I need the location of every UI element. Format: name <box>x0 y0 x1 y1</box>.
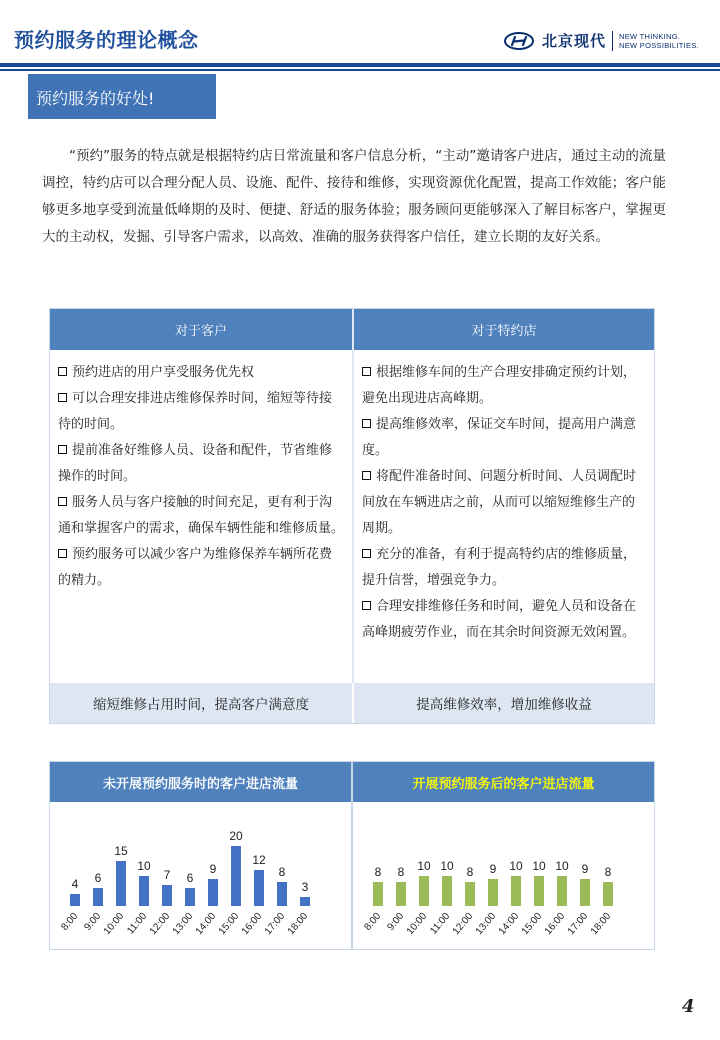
bar-18:00 <box>603 882 613 906</box>
logo-text-cn: 北京现代 <box>542 32 607 50</box>
x-tick-label: 9:00 <box>82 910 104 933</box>
x-tick-label: 17:00 <box>262 910 288 938</box>
checkbox-bullet-icon <box>362 549 371 558</box>
intro-paragraph: “预约”服务的特点就是根据特约店日常流量和客户信息分析，“主动”邀请客户进店，通过主动的流量调控，特约店可以合理分配人员、设施、配件、接待和维修，实现资源优化配置，提高工作效能；客户能够更多地享受到流量低峰期的及时、便捷、舒适的服务体验；服务顾问更能够深入了解目标客户，掌握更大的主动权，发掘、引导客户需求，以高效、准确的服务获得客户信任，建立长期的友好关系。 <box>42 148 666 245</box>
data-label: 10 <box>137 859 151 873</box>
data-label: 8 <box>374 865 382 879</box>
list-item-text: 根据维修车间的生产合理安排确定预约计划，避免出现进店高峰期。 <box>362 365 637 406</box>
x-tick-label: 18:00 <box>588 910 614 938</box>
bar-17:00 <box>277 882 287 906</box>
data-label: 8 <box>278 865 286 879</box>
checkbox-bullet-icon <box>362 601 371 610</box>
page-number: 4 <box>682 996 695 1017</box>
checkbox-bullet-icon <box>58 367 67 376</box>
hyundai-badge-icon <box>504 32 534 50</box>
bar-15:00 <box>231 846 241 906</box>
x-tick-label: 12:00 <box>450 910 476 938</box>
bar-8:00 <box>373 882 383 906</box>
x-tick-label: 14:00 <box>193 910 219 938</box>
checkbox-bullet-icon <box>58 549 67 558</box>
checkbox-bullet-icon <box>362 419 371 428</box>
x-tick-label: 13:00 <box>170 910 196 938</box>
dealer-benefits-list <box>354 350 654 683</box>
list-item <box>362 542 646 594</box>
data-label: 12 <box>252 853 266 867</box>
bar-12:00 <box>465 882 475 906</box>
list-item-text: 将配件准备时间、问题分析时间、人员调配时间放在车辆进店之前，从而可以缩短维修生产的周期。 <box>362 469 637 536</box>
data-label: 9 <box>581 862 589 876</box>
data-label: 8 <box>466 865 474 879</box>
bar-9:00 <box>396 882 406 906</box>
x-tick-label: 10:00 <box>101 910 127 938</box>
data-label: 20 <box>229 829 243 843</box>
data-label: 8 <box>397 865 405 879</box>
section-banner <box>28 74 216 119</box>
bar-15:00 <box>534 876 544 906</box>
x-tick-label: 12:00 <box>147 910 173 938</box>
chart-before-booking <box>49 761 352 950</box>
bar-17:00 <box>580 879 590 906</box>
bar-10:00 <box>116 861 126 906</box>
table-header-customer: 对于客户 <box>50 309 352 350</box>
bar-14:00 <box>511 876 521 906</box>
brand-logo <box>504 30 699 51</box>
bar-11:00 <box>442 876 452 906</box>
bar-18:00 <box>300 897 310 906</box>
data-label: 6 <box>94 871 102 885</box>
bar-chart <box>353 802 656 950</box>
x-tick-label: 11:00 <box>428 910 453 937</box>
list-item <box>362 412 646 464</box>
data-label: 15 <box>114 844 128 858</box>
x-tick-label: 15:00 <box>216 910 242 938</box>
data-label: 10 <box>532 859 546 873</box>
data-label: 7 <box>163 868 171 882</box>
data-label: 10 <box>440 859 454 873</box>
list-item <box>58 438 344 490</box>
list-item-text: 服务人员与客户接触的时间充足，更有利于沟通和掌握客户的需求，确保车辆性能和维修质量。 <box>58 495 345 536</box>
bar-11:00 <box>139 876 149 906</box>
data-label: 10 <box>509 859 523 873</box>
table-footer-dealer: 提高维修效率，增加维修收益 <box>354 683 654 723</box>
x-tick-label: 9:00 <box>385 910 407 933</box>
list-item <box>362 360 646 412</box>
list-item <box>362 594 646 646</box>
data-label: 8 <box>604 865 612 879</box>
data-label: 10 <box>555 859 569 873</box>
customer-benefits-list <box>50 350 352 683</box>
data-label: 3 <box>301 880 309 894</box>
table-footer-customer: 缩短维修占用时间，提高客户满意度 <box>50 683 352 723</box>
page-title: 预约服务的理论概念 <box>14 28 199 52</box>
list-item-text: 合理安排维修任务和时间，避免人员和设备在高峰期疲劳作业，而在其余时间资源无效闲置。 <box>362 599 637 640</box>
list-item <box>58 386 344 438</box>
bar-13:00 <box>488 879 498 906</box>
x-tick-label: 18:00 <box>285 910 311 938</box>
list-item <box>58 542 344 594</box>
list-item-text: 充分的准备，有利于提高特约店的维修质量，提升信誉，增强竞争力。 <box>362 547 637 588</box>
bar-8:00 <box>70 894 80 906</box>
x-tick-label: 16:00 <box>542 910 568 938</box>
list-item <box>58 360 344 386</box>
list-item-text: 提前准备好维修人员、设备和配件，节省维修操作的时间。 <box>58 443 333 484</box>
header-rule-thin <box>0 69 720 71</box>
data-label: 9 <box>209 862 217 876</box>
x-tick-label: 11:00 <box>125 910 150 937</box>
chart-after-booking <box>352 761 655 950</box>
bar-9:00 <box>93 888 103 906</box>
list-item-text: 可以合理安排进店维修保养时间，缩短等待接待的时间。 <box>58 391 333 432</box>
x-tick-label: 17:00 <box>565 910 591 938</box>
checkbox-bullet-icon <box>58 393 67 402</box>
header-rule-thick <box>0 63 720 67</box>
list-item-text: 提高维修效率，保证交车时间，提高用户满意度。 <box>362 417 637 458</box>
bar-16:00 <box>557 876 567 906</box>
list-item <box>362 464 646 542</box>
list-item-text: 预约进店的用户享受服务优先权 <box>72 365 255 380</box>
checkbox-bullet-icon <box>362 471 371 480</box>
bar-13:00 <box>185 888 195 906</box>
table-header-dealer: 对于特约店 <box>354 309 654 350</box>
bar-chart <box>50 802 353 950</box>
chart-title: 未开展预约服务时的客户进店流量 <box>50 762 351 802</box>
chart-title: 开展预约服务后的客户进店流量 <box>353 762 654 802</box>
bar-16:00 <box>254 870 264 906</box>
bar-12:00 <box>162 885 172 906</box>
x-tick-label: 13:00 <box>473 910 499 938</box>
checkbox-bullet-icon <box>362 367 371 376</box>
list-item-text: 预约服务可以减少客户为维修保养车辆所花费的精力。 <box>58 547 333 588</box>
bar-10:00 <box>419 876 429 906</box>
x-tick-label: 16:00 <box>239 910 265 938</box>
x-tick-label: 10:00 <box>404 910 430 938</box>
logo-slogan <box>619 32 699 50</box>
section-title: 预约服务的好处! <box>36 89 155 108</box>
data-label: 4 <box>71 877 79 891</box>
x-tick-label: 8:00 <box>59 910 81 933</box>
x-tick-label: 8:00 <box>362 910 384 933</box>
data-label: 9 <box>489 862 497 876</box>
data-label: 10 <box>417 859 431 873</box>
bar-14:00 <box>208 879 218 906</box>
checkbox-bullet-icon <box>58 445 67 454</box>
comparison-table <box>49 308 655 724</box>
logo-slogan-line1: NEW THINKING. <box>619 31 681 41</box>
logo-separator <box>612 31 613 51</box>
data-label: 6 <box>186 871 194 885</box>
list-item <box>58 490 344 542</box>
checkbox-bullet-icon <box>58 497 67 506</box>
logo-slogan-line2: NEW POSSIBILITIES. <box>619 40 700 50</box>
x-tick-label: 14:00 <box>496 910 522 938</box>
x-tick-label: 15:00 <box>519 910 545 938</box>
